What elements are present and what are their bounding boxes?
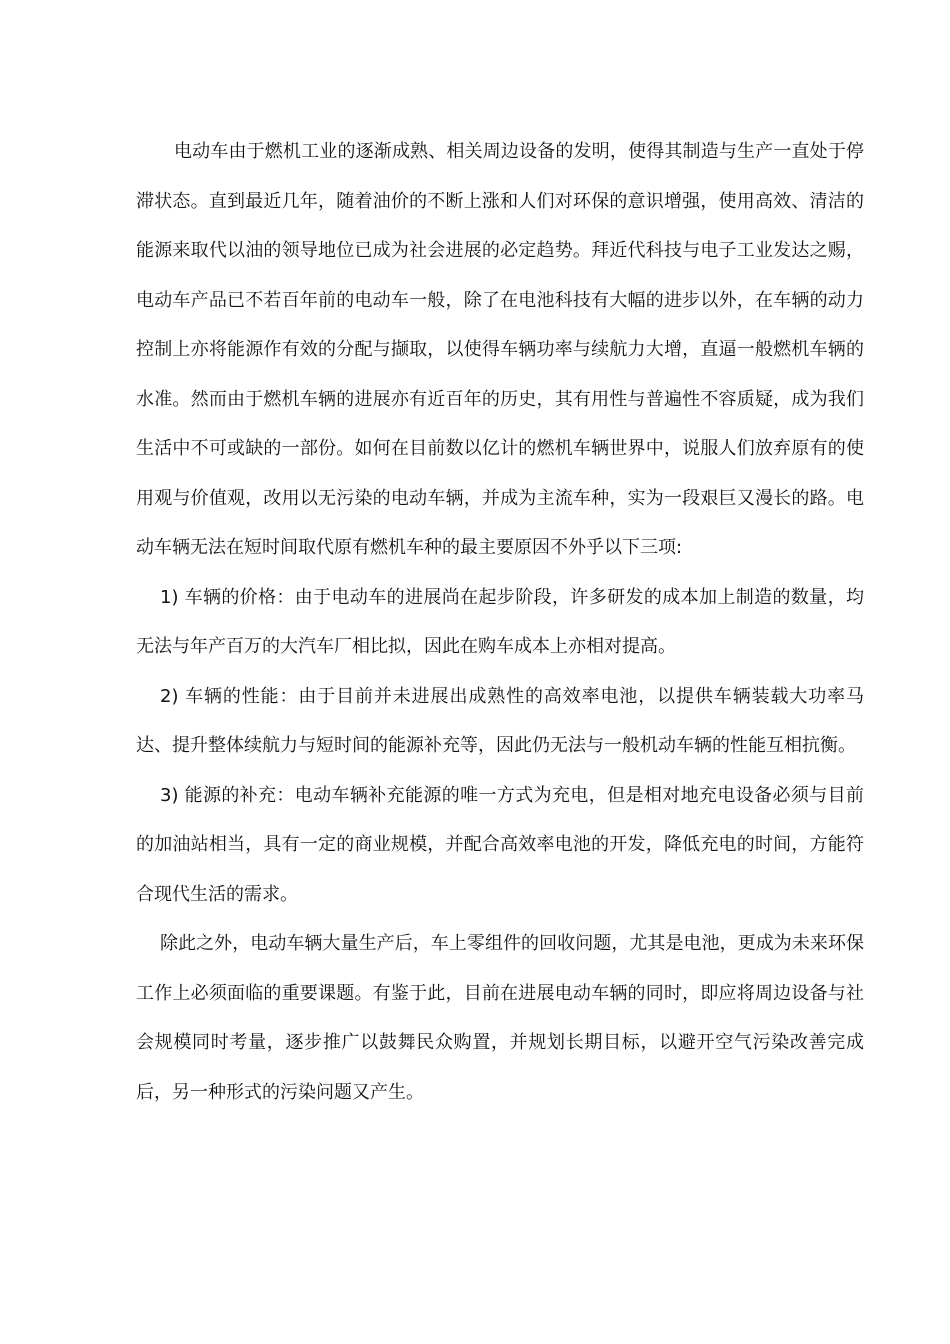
document-body [136, 127, 864, 1117]
paragraph-conclusion: 除此之外，电动车辆大量生产后，车上零组件的回收问题，尤其是电池，更成为未来环保工作上必须面临的重要课题。有鉴于此，目前在进展电动车辆的同时，即应将周边设备与社会规模同时考量，逐步推广以鼓舞民众购置，并规划长期目标，以避开空气污染改善完成后，另一种形式的污染问题又产生。 [136, 933, 864, 1103]
paragraph-point-3: 3) 能源的补充：电动车辆补充能源的唯一方式为充电，但是相对地充电设备必须与目前的加油站相当，具有一定的商业规模，并配合高效率电池的开发，降低充电的时间，方能符合现代生活的需求。 [136, 784, 864, 905]
paragraph-point-2: 2) 车辆的性能：由于目前并未进展出成熟性的高效率电池，以提供车辆装载大功率马达、提升整体续航力与短时间的能源补充等，因此仍无法与一般机动车辆的性能互相抗衡。 [136, 685, 864, 756]
paragraph-intro: 电动车由于燃机工业的逐渐成熟、相关周边设备的发明，使得其制造与生产一直处于停滞状态。直到最近几年，随着油价的不断上涨和人们对环保的意识增强，使用高效、清洁的能源来取代以油的领导地位已成为社会进展的必定趋势。拜近代科技与电子工业发达之赐，电动车产品已不若百年前的电动车一般，除了在电池科技有大幅的进步以外，在车辆的动力控制上亦将能源作有效的分配与撷取，以使得车辆功率与续航力大增，直逼一般燃机车辆的水准。然而由于燃机车辆的进展亦有近百年的历史，其有用性与普遍性不容质疑，成为我们生活中不可或缺的一部份。如何在目前数以亿计的燃机车辆世界中，说服人们放弃原有的使用观与价值观，改用以无污染的电动车辆，并成为主流车种，实为一段艰巨又漫长的路。电动车辆无法在短时间取代原有燃机车种的最主要原因不外乎以下三项: [136, 141, 864, 558]
paragraph-point-1: 1) 车辆的价格：由于电动车的进展尚在起步阶段，许多研发的成本加上制造的数量，均无法与年产百万的大汽车厂相比拟，因此在购车成本上亦相对提高。 [136, 586, 864, 657]
